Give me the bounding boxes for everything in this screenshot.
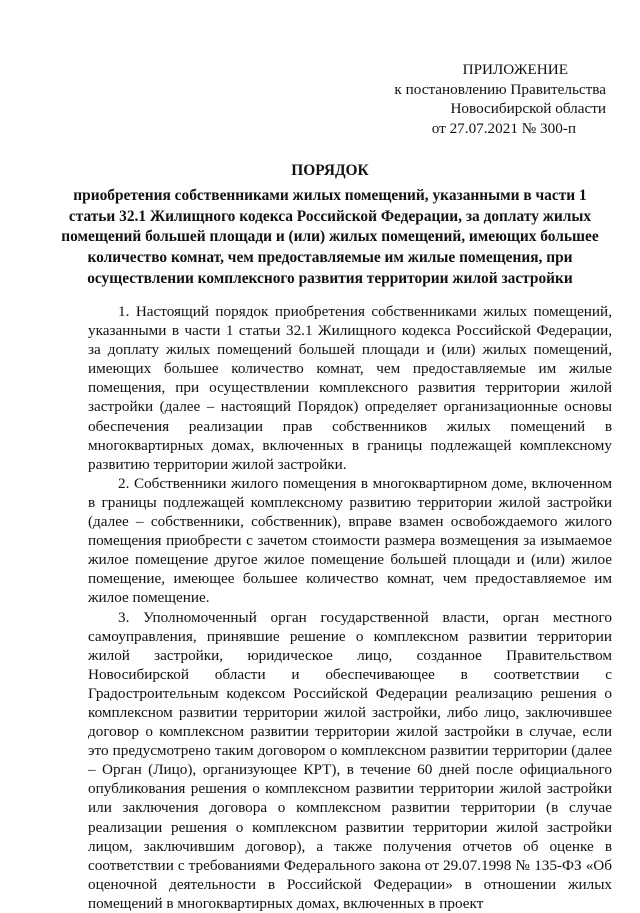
appendix-region: Новосибирской области (346, 99, 606, 119)
document-subtitle: приобретения собственниками жилых помещений, указанными в части 1 статьи 32.1 Жилищного кодекса Российской Федерации, за доплату жилых помещений большей площади и (или) жилых помещений, имеющих большее количество комнат, чем предоставляемые им жилые помещения, при осуществлении комплексного развития территории жилой застройки (60, 186, 600, 290)
paragraph-1: 1. Настоящий порядок приобретения собственниками жилых помещений, указанными в части 1 статьи 32.1 Жилищного кодекса Российской Федерации, за доплату жилых помещений большей площади и (или) жилых помещений, имеющих большее количество комнат, чем предоставляемые им жилые помещения, при осуществлении комплексного развития территории жилой застройки (далее – настоящий Порядок) определяет организационные основы обеспечения реализации прав собственников жилых помещений в многоквартирных домах, включенных в границы подлежащей комплексному развитию территории жилой застройки. (88, 302, 612, 474)
appendix-resolution: к постановлению Правительства (346, 80, 606, 100)
document-heading: ПОРЯДОК (60, 161, 600, 182)
appendix-date-number: от 27.07.2021 № 300-п (346, 119, 576, 139)
appendix-block (346, 60, 606, 138)
paragraph-3: 3. Уполномоченный орган государственной власти, орган местного самоуправления, принявшие решение о комплексном развитии территории жилой застройки, юридическое лицо, созданное Правительством Новосибирской области и обеспечивающее в соответствии с Градостроительным кодексом Российской Федерации реализацию решения о комплексном развитии территории жилой застройки, либо лицо, заключившее договор о комплексном развитии территории жилой застройки в случае, если это предусмотрено таким договором о комплексном развитии территории (далее – Орган (Лицо), организующее КРТ), в течение 60 дней после официального опубликования решения о комплексном развитии территории жилой застройки или заключения договора о комплексном развитии территории (в случае реализации решения о комплексном развитии территории жилой застройки лицом, заключившим договор), а также получения отчетов об оценке в соответствии с требованиями Федерального закона от 29.07.1998 № 135-ФЗ «Об оценочной деятельности в Российской Федерации» в отношении жилых помещений в многоквартирных домах, включенных в проект (88, 608, 612, 913)
document-title (60, 161, 600, 290)
appendix-label: ПРИЛОЖЕНИЕ (346, 60, 568, 80)
document-body (88, 302, 612, 913)
paragraph-2: 2. Собственники жилого помещения в многоквартирном доме, включенном в границы подлежащей комплексному развитию территории жилой застройки (далее – собственники, собственник), вправе взамен освобождаемого жилого помещения приобрести с зачетом стоимости размера возмещения за изымаемое жилое помещение другое жилое помещение большей площади и (или) жилое помещение, имеющее большее количество комнат, чем предоставляемое им жилое помещение. (88, 474, 612, 608)
